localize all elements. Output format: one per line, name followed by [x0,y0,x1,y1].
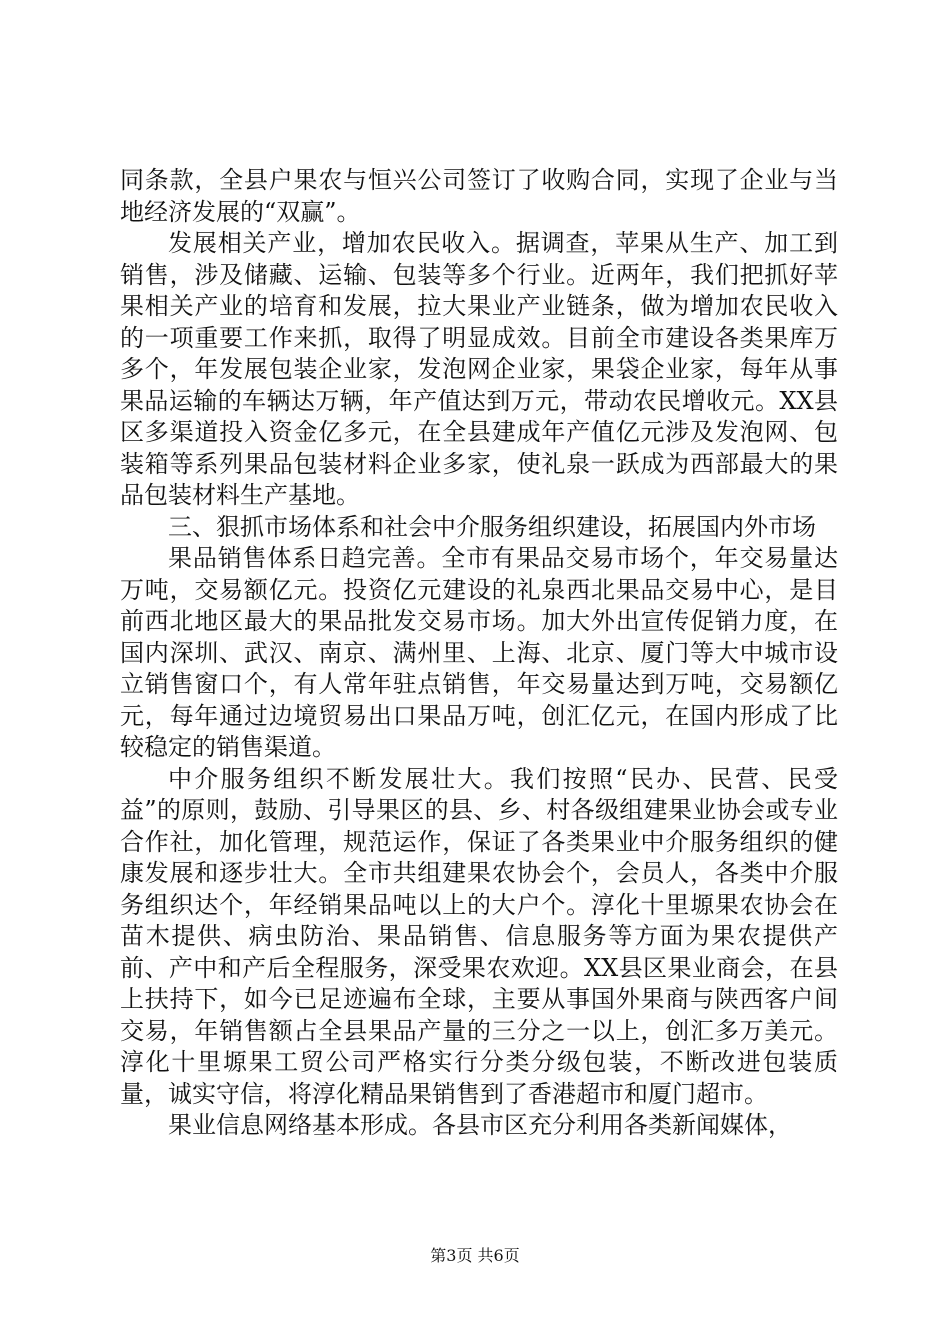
page-footer: 第3页 共6页 [430,1246,520,1265]
paragraph-2: 发展相关产业，增加农民收入。据调查，苹果从生产、加工到销售，涉及储藏、运输、包装等多个行业。近两年，我们把抓好苹果相关产业的培育和发展，拉大果业产业链条，做为增加农民收入的一项重要工作来抓，取得了明显成效。目前全市建设各类果库万多个，年发展包装企业家，发泡网企业家，果袋企业家，每年从事果品运输的车辆达万辆，年产值达到万元，带动农民增收元。XX县区多渠道投入资金亿多元，在全县建成年产值亿元涉及发泡网、包装箱等系列果品包装材料企业多家，使礼泉一跃成为西部最大的果品包装材料生产基地。 [120,229,838,509]
paragraph-6: 果业信息网络基本形成。各县市区充分利用各类新闻媒体， [168,1111,792,1139]
paragraph-1: 同条款，全县户果农与恒兴公司签订了收购合同，实现了企业与当地经济发展的“双赢”。 [120,166,838,226]
document-body [120,165,838,1142]
section-heading-3: 三、狠抓市场体系和社会中介服务组织建设，拓展国内外市场 [168,512,816,541]
paragraph-5: 中介服务组织不断发展壮大。我们按照“民办、民营、民受益”的原则，鼓励、引导果区的县、乡、村各级组建果业协会或专业合作社，加化管理，规范运作，保证了各类果业中介服务组织的健康发展和逐步壮大。全市共组建果农协会个，会员人，各类中介服务组织达个，年经销果品吨以上的大户个。淳化十里塬果农协会在苗木提供、病虫防治、果品销售、信息服务等方面为果农提供产前、产中和产后全程服务，深受果农欢迎。XX县区果业商会，在县上扶持下，如今已足迹遍布全球，主要从事国外果商与陕西客户间交易，年销售额占全县果品产量的三分之一以上，创汇多万美元。淳化十里塬果工贸公司严格实行分类分级包装，不断改进包装质量，诚实守信，将淳化精品果销售到了香港超市和厦门超市。 [120,764,838,1108]
paragraph-4: 果品销售体系日趋完善。全市有果品交易市场个，年交易量达万吨，交易额亿元。投资亿元建设的礼泉西北果品交易中心，是目前西北地区最大的果品批发交易市场。加大外出宣传促销力度，在国内深圳、武汉、南京、满州里、上海、北京、厦门等大中城市设立销售窗口个，有人常年驻点销售，年交易量达到万吨，交易额亿元，每年通过边境贸易出口果品万吨，创汇亿元，在国内形成了比较稳定的销售渠道。 [120,544,838,761]
